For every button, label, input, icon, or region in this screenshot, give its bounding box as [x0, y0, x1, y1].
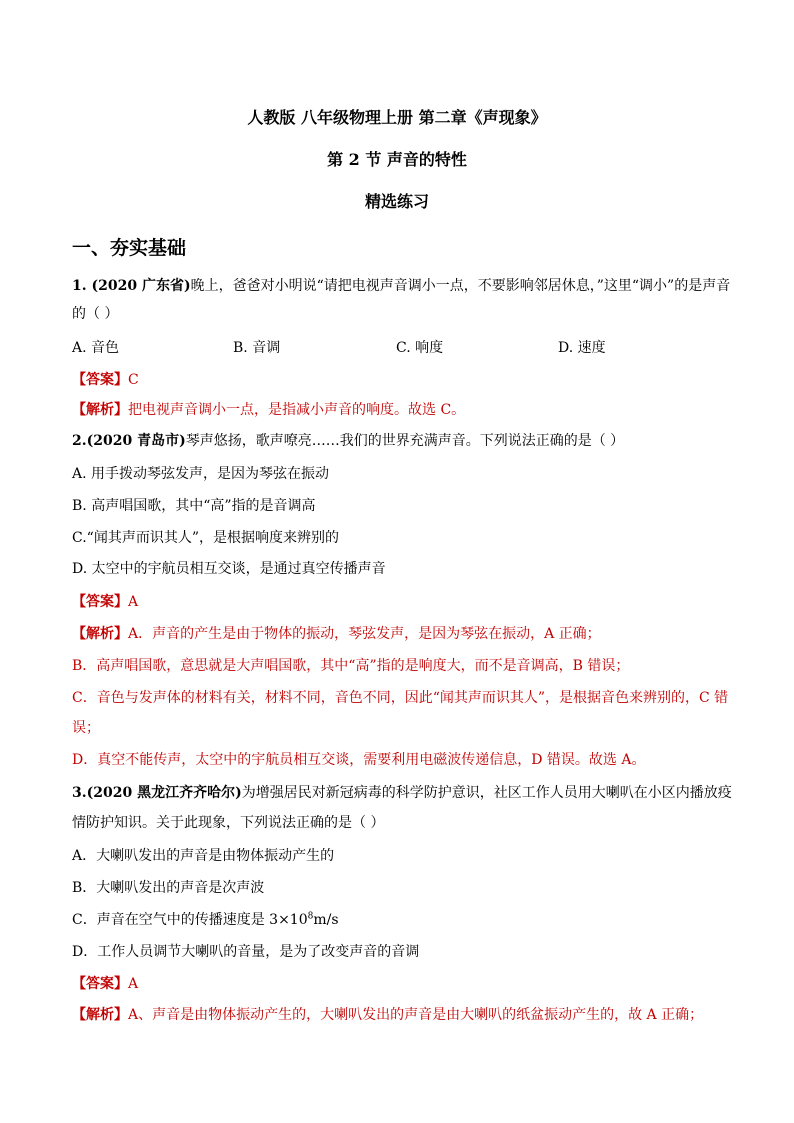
q2-option-b: B. 高声唱国歌，其中“高”指的是音调高: [72, 498, 316, 514]
answer-tag: 【答案】: [72, 976, 128, 992]
question-2-text: 琴声悠扬，歌声嘹亮……我们的世界充满声音。下列说法正确的是（ ）: [185, 433, 625, 449]
q2-analysis-line-1: [72, 623, 732, 643]
q2-analysis-line-2: B．高声唱国歌，意思就是大声唱国歌，其中“高”指的是响度大，而不是音调高，B 错误；: [72, 658, 630, 674]
q3-option-c: [72, 909, 732, 929]
question-2-stem: [72, 430, 732, 450]
answer-tag: 【答案】: [72, 594, 128, 610]
q1-option-b: B. 音调: [233, 340, 281, 356]
q3-option-d: D．工作人员调节大喇叭的音量，是为了改变声音的音调: [72, 944, 420, 960]
q1-option-d: D. 速度: [558, 340, 606, 356]
q3-analysis: [72, 1004, 732, 1024]
q2-option-a: A. 用手拨动琴弦发声，是因为琴弦在振动: [72, 466, 330, 482]
q1-option-a: A. 音色: [72, 340, 120, 356]
exercise-title: 精选练习: [364, 192, 429, 211]
q1-option-c: C. 响度: [396, 340, 444, 356]
q2-analysis-line-3: C．音色与发声体的材料有关，材料不同，音色不同，因此“闻其声而识其人”，是根据音色来辨别的，C 错: [72, 690, 729, 706]
q1-analysis: [72, 399, 732, 419]
answer-tag: 【答案】: [72, 372, 128, 388]
q3-analysis-text: A、声音是由物体振动产生的，大喇叭发出的声音是由大喇叭的纸盆振动产生的，故 A 正确；: [128, 1007, 704, 1023]
question-3-stem-cont: 情防护知识。关于此现象，下列说法正确的是（ ）: [72, 815, 385, 831]
section-title: 第 2 节 声音的特性: [327, 150, 467, 169]
q3-option-a: A．大喇叭发出的声音是由物体振动产生的: [72, 848, 335, 864]
question-2-number: 2.(2020 青岛市): [72, 433, 186, 449]
q2-analysis-line-4: 误；: [72, 720, 100, 736]
q2-option-d: D. 太空中的宇航员相互交谈，是通过真空传播声音: [72, 561, 386, 577]
q3-answer-value: A: [128, 976, 139, 992]
q2-answer-value: A: [128, 594, 139, 610]
q2-analysis-line-5: D．真空不能传声，太空中的宇航员相互交谈，需要利用电磁波传递信息，D 错误。故选 A。: [72, 752, 646, 768]
part-heading: 一、夯实基础: [72, 237, 187, 259]
q1-analysis-text: 把电视声音调小一点，是指减小声音的响度。故选 C。: [128, 402, 466, 418]
q2-option-c: C.“闻其声而识其人”，是根据响度来辨别的: [72, 530, 339, 546]
q2-analysis-text-1: A．声音的产生是由于物体的振动，琴弦发声，是因为琴弦在振动，A 正确；: [128, 626, 601, 642]
question-1-text: 晚上，爸爸对小明说“请把电视声音调小一点，不要影响邻居休息，”这里“调小”的是声音: [190, 278, 731, 294]
question-3-stem: [72, 782, 732, 802]
q3-option-c-unit: m/s: [313, 912, 339, 928]
q3-answer: [72, 973, 732, 993]
q1-answer: [72, 369, 732, 389]
analysis-tag: 【解析】: [72, 402, 128, 418]
analysis-tag: 【解析】: [72, 626, 128, 642]
q1-answer-value: C: [128, 372, 139, 388]
q3-option-b: B．大喇叭发出的声音是次声波: [72, 880, 265, 896]
document-title: 人教版 八年级物理上册 第二章《声现象》: [247, 108, 547, 127]
question-1-number: 1. (2020 广东省): [72, 278, 191, 294]
q3-option-c-text: C．声音在空气中的传播速度是 3×10: [72, 912, 308, 928]
question-1-stem: [72, 275, 732, 295]
analysis-tag: 【解析】: [72, 1007, 128, 1023]
question-3-number: 3.(2020 黑龙江齐齐哈尔): [72, 785, 242, 801]
question-3-text: 为增强居民对新冠病毒的科学防护意识，社区工作人员用大喇叭在小区内播放疫: [241, 785, 732, 801]
q3-option-c-exponent: 8: [307, 911, 314, 922]
q2-answer: [72, 591, 732, 611]
question-1-stem-cont: 的（ ）: [72, 306, 119, 322]
